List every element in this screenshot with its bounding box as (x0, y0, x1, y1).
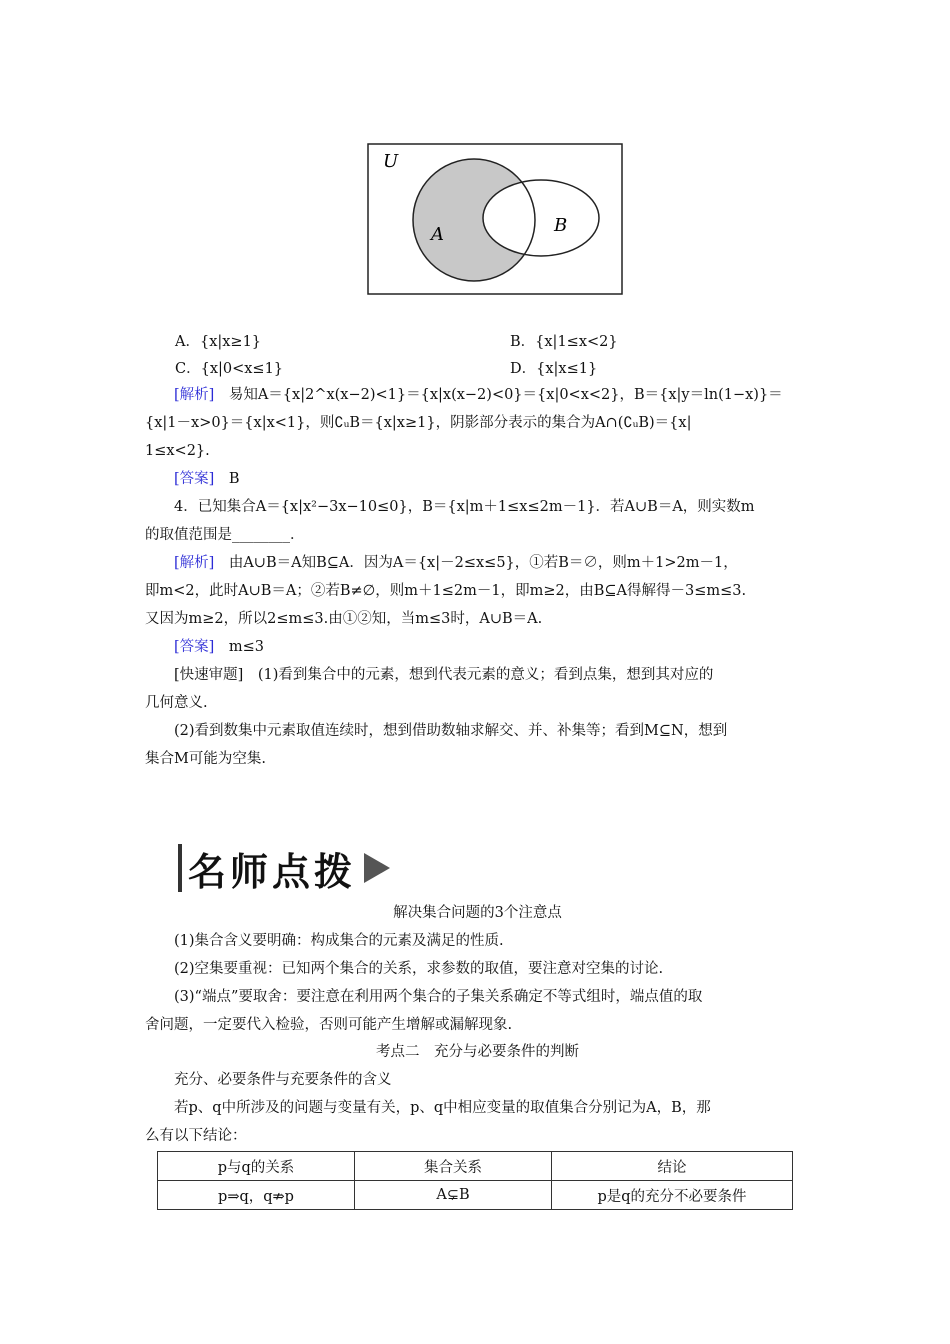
option-c: C．{x|0<x≤1} (175, 361, 284, 377)
review-line: (2)看到数集中元素取值连续时，想到借助数轴求解交、并、补集等；看到M⊆N，想到 (174, 723, 728, 739)
q3-analysis-line: 1≤x<2}. (145, 443, 210, 459)
banner-title: 名师点拨 (188, 849, 357, 894)
review-line: 几何意义. (145, 695, 208, 711)
review-line: 集合M可能为空集. (145, 751, 266, 767)
q4-analysis-line: 即m<2，此时A∪B＝A；②若B≠∅，则m＋1≤2m－1，即m≥2，由B⊆A得解得－3≤m≤3. (145, 583, 747, 599)
table-header-cell: 结论 (552, 1152, 793, 1181)
condition-table (157, 1151, 793, 1210)
q3-answer-line: [答案] B (174, 471, 240, 487)
analysis-tag: [解析] (174, 555, 215, 571)
universe-label: U (383, 151, 399, 172)
q4-question-line: 4．已知集合A＝{x|x²−3x−10≤0}，B＝{x|m＋1≤x≤2m－1}．若A∪B＝A，则实数m (174, 499, 755, 515)
section-banner (178, 842, 390, 894)
option-b: B．{x|1≤x<2} (510, 334, 618, 350)
q3-analysis-line: [解析] 易知A＝{x|2^x(x−2)<1}＝{x|x(x−2)<0}＝{x|0<x<2}，B＝{x|y＝ln(1−x)}＝ (174, 387, 783, 403)
tips-line: 舍问题，一定要代入检验，否则可能产生增解或漏解现象. (145, 1017, 513, 1033)
q4-analysis-line: 又因为m≥2，所以2≤m≤3.由①②知，当m≤3时，A∪B＝A. (145, 611, 543, 627)
section-heading: 考点二 充分与必要条件的判断 (376, 1044, 579, 1060)
banner-bar (178, 844, 182, 892)
table-row (158, 1181, 793, 1210)
tips-line: (2)空集要重视：已知两个集合的关系，求参数的取值，要注意对空集的讨论. (174, 961, 664, 977)
set-a-label: A (431, 224, 444, 245)
answer-tag: [答案] (174, 471, 215, 487)
table-cell: p⇒q，q⇏p (158, 1181, 355, 1210)
section-line: 么有以下结论： (145, 1128, 247, 1144)
q4-question-line: 的取值范围是________． (145, 527, 305, 543)
table-cell: p是q的充分不必要条件 (552, 1181, 793, 1210)
venn-diagram (367, 143, 623, 295)
analysis-tag: [解析] (174, 387, 215, 403)
set-b-ellipse (483, 180, 599, 256)
table-cell: A⊊B (355, 1181, 552, 1210)
option-d: D．{x|x≤1} (510, 361, 598, 377)
tips-line: (1)集合含义要明确：构成集合的元素及满足的性质. (174, 933, 504, 949)
table-header-row (158, 1152, 793, 1181)
q3-analysis-line: {x|1－x>0}＝{x|x<1}，则∁ᵤB＝{x|x≥1}，阴影部分表示的集合为A∩(∁ᵤB)＝{x| (145, 415, 692, 431)
set-b-label: B (554, 215, 568, 236)
section-line: 若p、q中所涉及的问题与变量有关，p、q中相应变量的取值集合分别记为A，B，那 (174, 1100, 711, 1116)
review-line: [快速审题] (1)看到集合中的元素，想到代表元素的意义；看到点集，想到其对应的 (174, 667, 714, 683)
q4-analysis-line: [解析] 由A∪B＝A知B⊆A．因为A＝{x|－2≤x≤5}，①若B＝∅，则m＋1>2m－1， (174, 555, 738, 571)
tips-line: (3)“端点”要取舍：要注意在利用两个集合的子集关系确定不等式组时，端点值的取 (174, 989, 703, 1005)
answer-tag: [答案] (174, 639, 215, 655)
q4-answer-line: [答案] m≤3 (174, 639, 264, 655)
table-header-cell: 集合关系 (355, 1152, 552, 1181)
option-a: A．{x|x≥1} (175, 334, 262, 350)
table-header-cell: p与q的关系 (158, 1152, 355, 1181)
tips-heading: 解决集合问题的3个注意点 (393, 905, 562, 921)
play-arrow-icon (364, 853, 390, 883)
section-line: 充分、必要条件与充要条件的含义 (174, 1072, 392, 1088)
